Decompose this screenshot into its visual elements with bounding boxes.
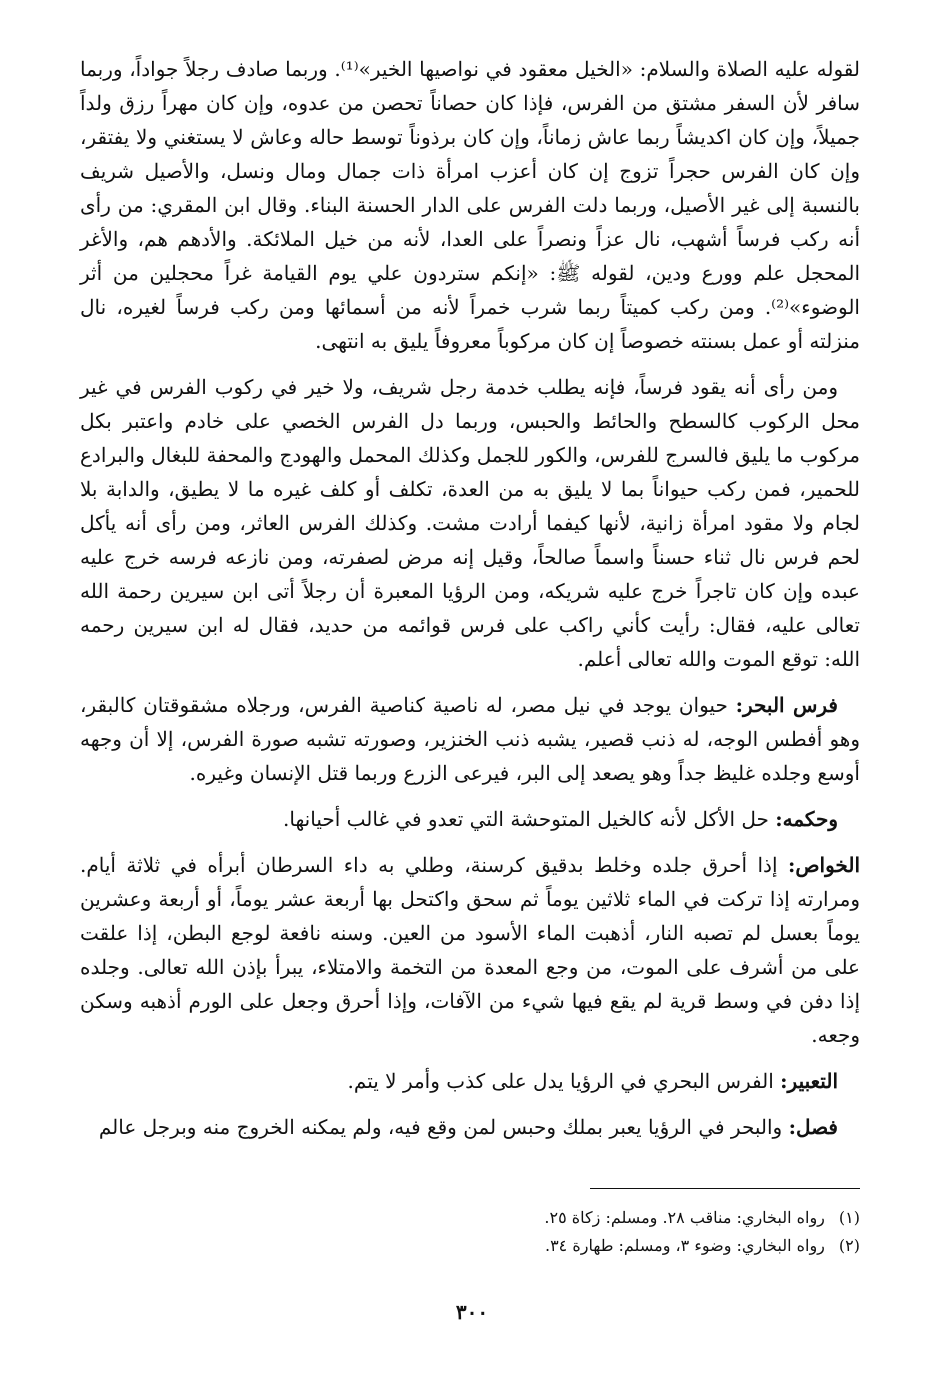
paragraph-text: حيوان يوجد في نيل مصر، له ناصية كناصية الفرس، ورجلاه مشقوقتان كالبقر، وهو أفطس الوجه، له ذنب قصير، يشبه ذنب الخنزير، وصورته تشبه صورة الفرس، إلا أن وجهه أوسع وجلده غليظ جداً وهو يصعد إلى البر، فيرعى الزرع وربما قتل الإنسان وغيره. <box>80 693 860 785</box>
term-heading: فصل: <box>788 1115 838 1139</box>
footnote-divider <box>590 1188 860 1189</box>
footnote-item <box>80 1204 860 1232</box>
footnotes <box>80 1204 860 1260</box>
footnote-number: (٢) <box>838 1236 860 1255</box>
page-number: ٣٠٠ <box>455 1300 489 1324</box>
term-heading: التعبير: <box>780 1069 838 1093</box>
footnote-text: رواه البخاري: وضوء ٣، ومسلم: طهارة ٣٤. <box>544 1236 825 1255</box>
footnote-text: رواه البخاري: مناقب ٢٨. ومسلم: زكاة ٢٥. <box>544 1208 825 1227</box>
term-heading: فرس البحر: <box>735 693 838 717</box>
footnote-number: (١) <box>838 1208 860 1227</box>
term-heading: الخواص: <box>787 853 860 877</box>
paragraph-interpretation <box>80 1064 860 1098</box>
main-text <box>80 52 860 1156</box>
footnote-item <box>80 1232 860 1260</box>
paragraph-text: الفرس البحري في الرؤيا يدل على كذب وأمر لا يتم. <box>347 1069 781 1093</box>
term-heading: وحكمه: <box>775 807 838 831</box>
paragraph-properties <box>80 848 860 1052</box>
paragraph-horse-dreams: لقوله عليه الصلاة والسلام: «الخيل معقود في نواصيها الخير»⁽¹⁾. وربما صادف رجلاً جواداً، وربما سافر لأن السفر مشتق من الفرس، فإذا كان حصاناً تحصن من عدوه، وإن كان مهراً رزق ولداً جميلاً، وإن كان اكديشاً ربما عاش زماناً، وإن كان برذوناً توسط حاله وعاش لا يستغني ولا يفتقر، وإن كان الفرس حجراً تزوج إن كان أعزب امرأة ذات جمال ومال ونسل، والأصيل شريف بالنسبة إلى غير الأصيل، وربما دلت الفرس على الدار الحسنة البناء. وقال ابن المقري: من رأى أنه ركب فرساً أشهب، نال عزاً ونصراً على العدا، لأنه من خيل الملائكة. والأدهم هم، والأغر المحجل علم وورع ودين، لقوله ﷺ: «إنكم ستردون علي يوم القيامة غراً محجلين من أثر الوضوء»⁽²⁾. ومن ركب كميتاً ربما شرب خمراً لأنه من أسمائها ومن ركب فرساً لغيره، نال منزلته أو عمل بسنته خصوصاً إن كان مركوباً معروفاً يليق به انتهى. <box>80 57 860 353</box>
paragraph-hippopotamus <box>80 688 860 790</box>
paragraph-leading-horse: ومن رأى أنه يقود فرساً، فإنه يطلب خدمة رجل شريف، ولا خير في ركوب الفرس في غير محل الركوب كالسطح والحائط والحبس، وربما دل الفرس الخصي على خادم واعتبر بكل مركوب ما يليق فالسرج للفرس، والكور للجمل وكذلك المحمل والهودج والمحفة للبغال والبرادع للحمير، فمن ركب حيواناً بما لا يليق به من العدة، تكلف أو كلف غيره ما لا يطيق، والدابة بلا لجام ولا مقود امرأة زانية، لأنها كيفما أرادت مشت. وكذلك الفرس العاثر، ومن رأى أنه يأكل لحم فرس نال ثناء حسناً واسماً صالحاً، وقيل إنه مرض لصفرته، ومن نازعه فرسه خرج عليه عبده وإن كان تاجراً خرج عليه شريكه، ومن الرؤيا المعبرة أن رجلاً أتى ابن سيرين رحمة الله تعالى عليه، فقال: رأيت كأني راكب على فرس قوائمه من حديد، فقال له ابن سيرين رحمه الله: توقع الموت والله تعالى أعلم. <box>80 375 860 671</box>
paragraph-text: إذا أحرق جلده وخلط بدقيق كرسنة، وطلي به داء السرطان أبرأه في ثلاثة أيام. ومرارته إذا تركت في الماء ثلاثين يوماً ثم سحق واكتحل بها أربعة عشر يوماً، أو أربعة وعشرين يوماً بعسل لم تصبه النار، أذهبت الماء الأسود من العين. وسنه نافعة لوجع البطن، إذا علقت على من أشرف على الموت، من وجع المعدة من التخمة والامتلاء، يبرأ بإذن الله تعالى. وجلده إذا دفن في وسط قرية لم يقع فيها شيء من الآفات، وإذا أحرق وجعل على الورم أذهبه وسكن وجعه. <box>80 853 860 1047</box>
paragraph-text: والبحر في الرؤيا يعبر بملك وحبس لمن وقع فيه، ولم يمكنه الخروج منه وبرجل عالم <box>98 1115 789 1139</box>
paragraph-section <box>80 1110 860 1144</box>
paragraph-text: حل الأكل لأنه كالخيل المتوحشة التي تعدو في غالب أحيانها. <box>283 807 776 831</box>
paragraph-ruling <box>80 802 860 836</box>
